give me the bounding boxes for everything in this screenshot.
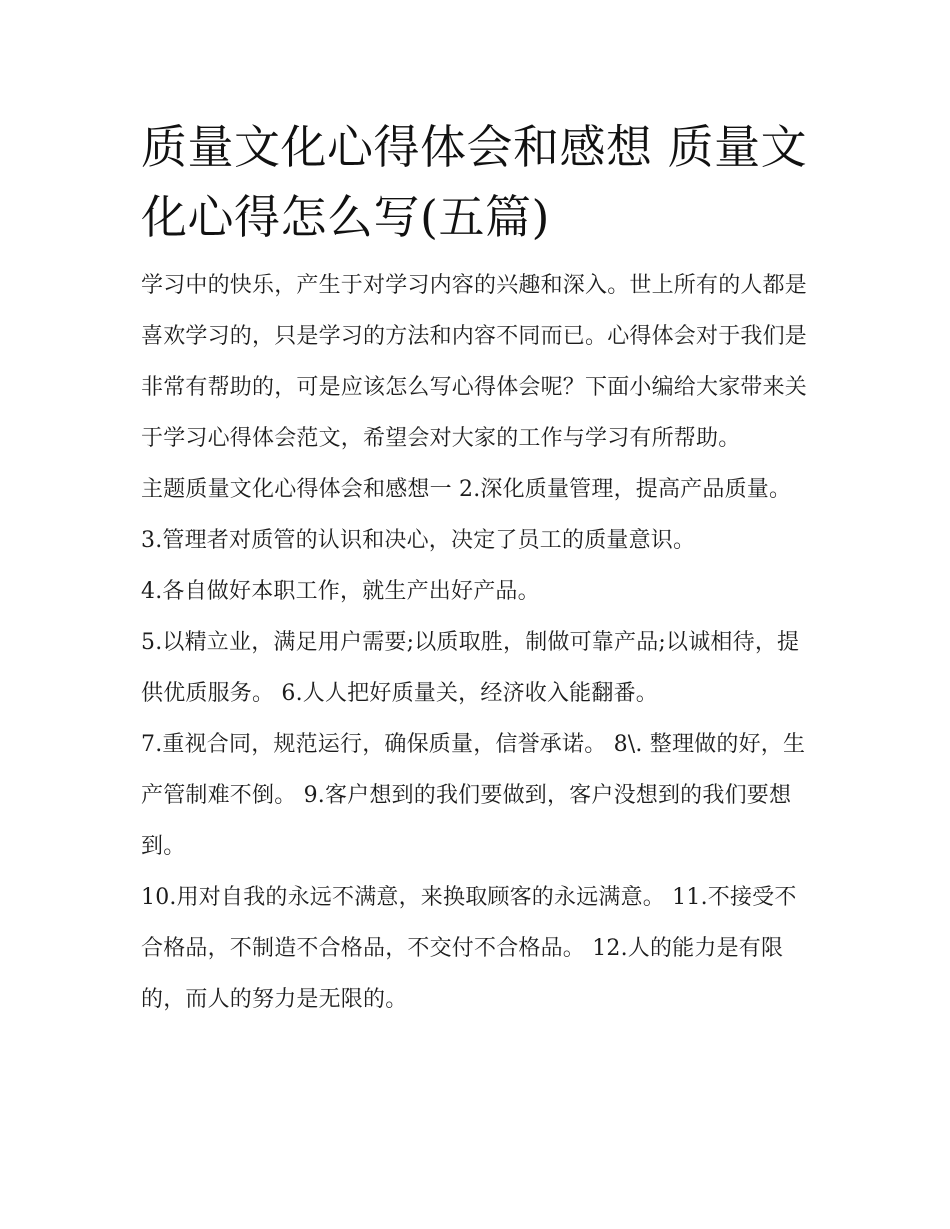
- document-title: 质量文化心得体会和感想 质量文化心得怎么写(五篇): [141, 120, 808, 244]
- body-paragraph-1: 主题质量文化心得体会和感想一 2.深化质量管理，提高产品质量。 3.管理者对质管的认识和决心，决定了员工的质量意识。: [141, 477, 792, 553]
- body-paragraph-3: 5.以精立业，满足用户需要;以质取胜，制做可靠产品;以诚相待，提供优质服务。 6.人人把好质量关，经济收入能翻番。: [141, 630, 800, 706]
- body-paragraph-5: 10.用对自我的永远不满意，来换取顾客的永远满意。 11.不接受不合格品，不制造不合格品，不交付不合格品。 12.人的能力是有限的，而人的努力是无限的。: [141, 885, 797, 1012]
- intro-paragraph: 学习中的快乐，产生于对学习内容的兴趣和深入。世上所有的人都是喜欢学习的，只是学习的方法和内容不同而已。心得体会对于我们是非常有帮助的，可是应该怎么写心得体会呢？下面小编给大家带来关于学习心得体会范文，希望会对大家的工作与学习有所帮助。: [141, 273, 808, 451]
- body-paragraph-4: 7.重视合同，规范运行，确保质量，信誉承诺。 8\. 整理做的好，生产管制难不倒。 9.客户想到的我们要做到，客户没想到的我们要想到。: [141, 732, 806, 859]
- body-paragraph-2: 4.各自做好本职工作，就生产出好产品。: [141, 579, 540, 604]
- document-page: [141, 112, 813, 1025]
